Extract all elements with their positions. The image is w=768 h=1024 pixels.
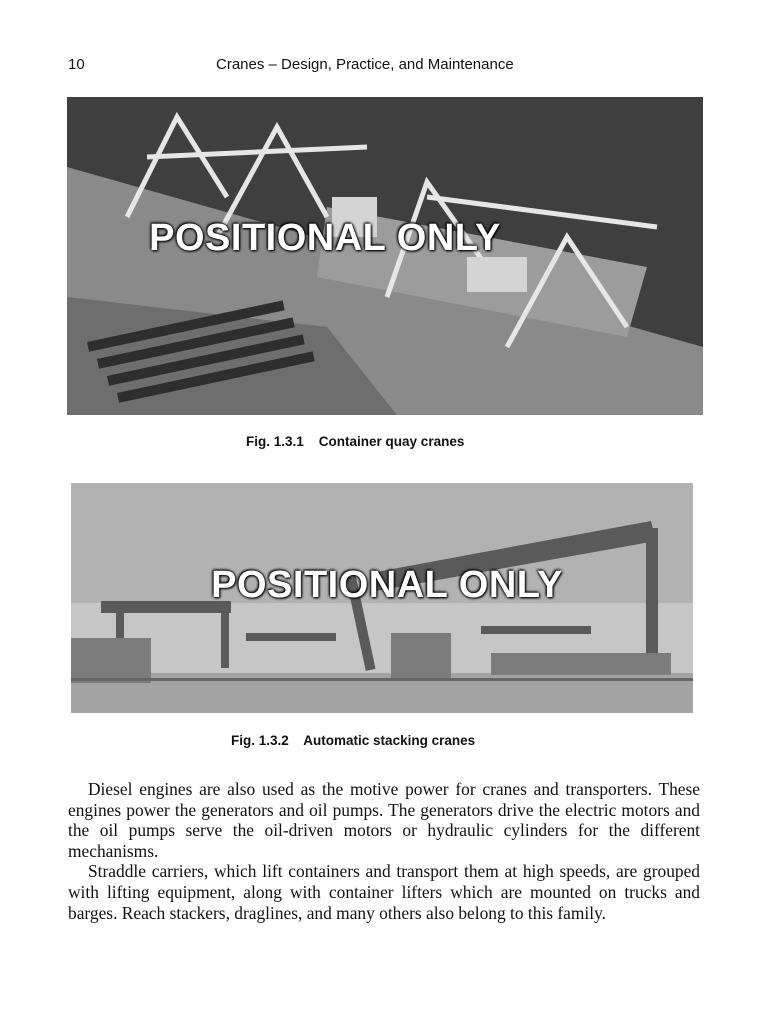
paragraph-diesel-engines: Diesel engines are also used as the motive power for cranes and transporters. These engines power the generators and oil pumps. The generators drive the electric motors and the oil pumps serve the oil-driven motors or hydraulic cylinders for the different mechanisms. <box>68 779 700 861</box>
figure-title-2: Automatic stacking cranes <box>303 733 476 748</box>
page-header <box>68 56 700 76</box>
figure-caption-2 <box>231 733 475 748</box>
figure-label-2: Fig. 1.3.2 <box>231 733 289 748</box>
figure-title-1: Container quay cranes <box>318 434 465 449</box>
positional-only-watermark: POSITIONAL ONLY <box>149 217 501 259</box>
paragraph-straddle-carriers: Straddle carriers, which lift containers and transport them at high speeds, are grouped with lifting equipment, along with container lifters which are mounted on trucks and barges. Reach stackers, draglines, and many others also belong to this family. <box>68 861 700 923</box>
page-number: 10 <box>68 56 85 73</box>
figure-automatic-stacking-cranes-photo <box>71 483 693 713</box>
body-text <box>68 779 700 923</box>
figure-container-quay-cranes-photo <box>67 97 703 415</box>
figure-label-1: Fig. 1.3.1 <box>246 434 304 449</box>
positional-only-watermark: POSITIONAL ONLY <box>211 564 563 606</box>
figure-caption-1 <box>246 434 464 449</box>
running-title: Cranes – Design, Practice, and Maintenance <box>216 56 514 73</box>
